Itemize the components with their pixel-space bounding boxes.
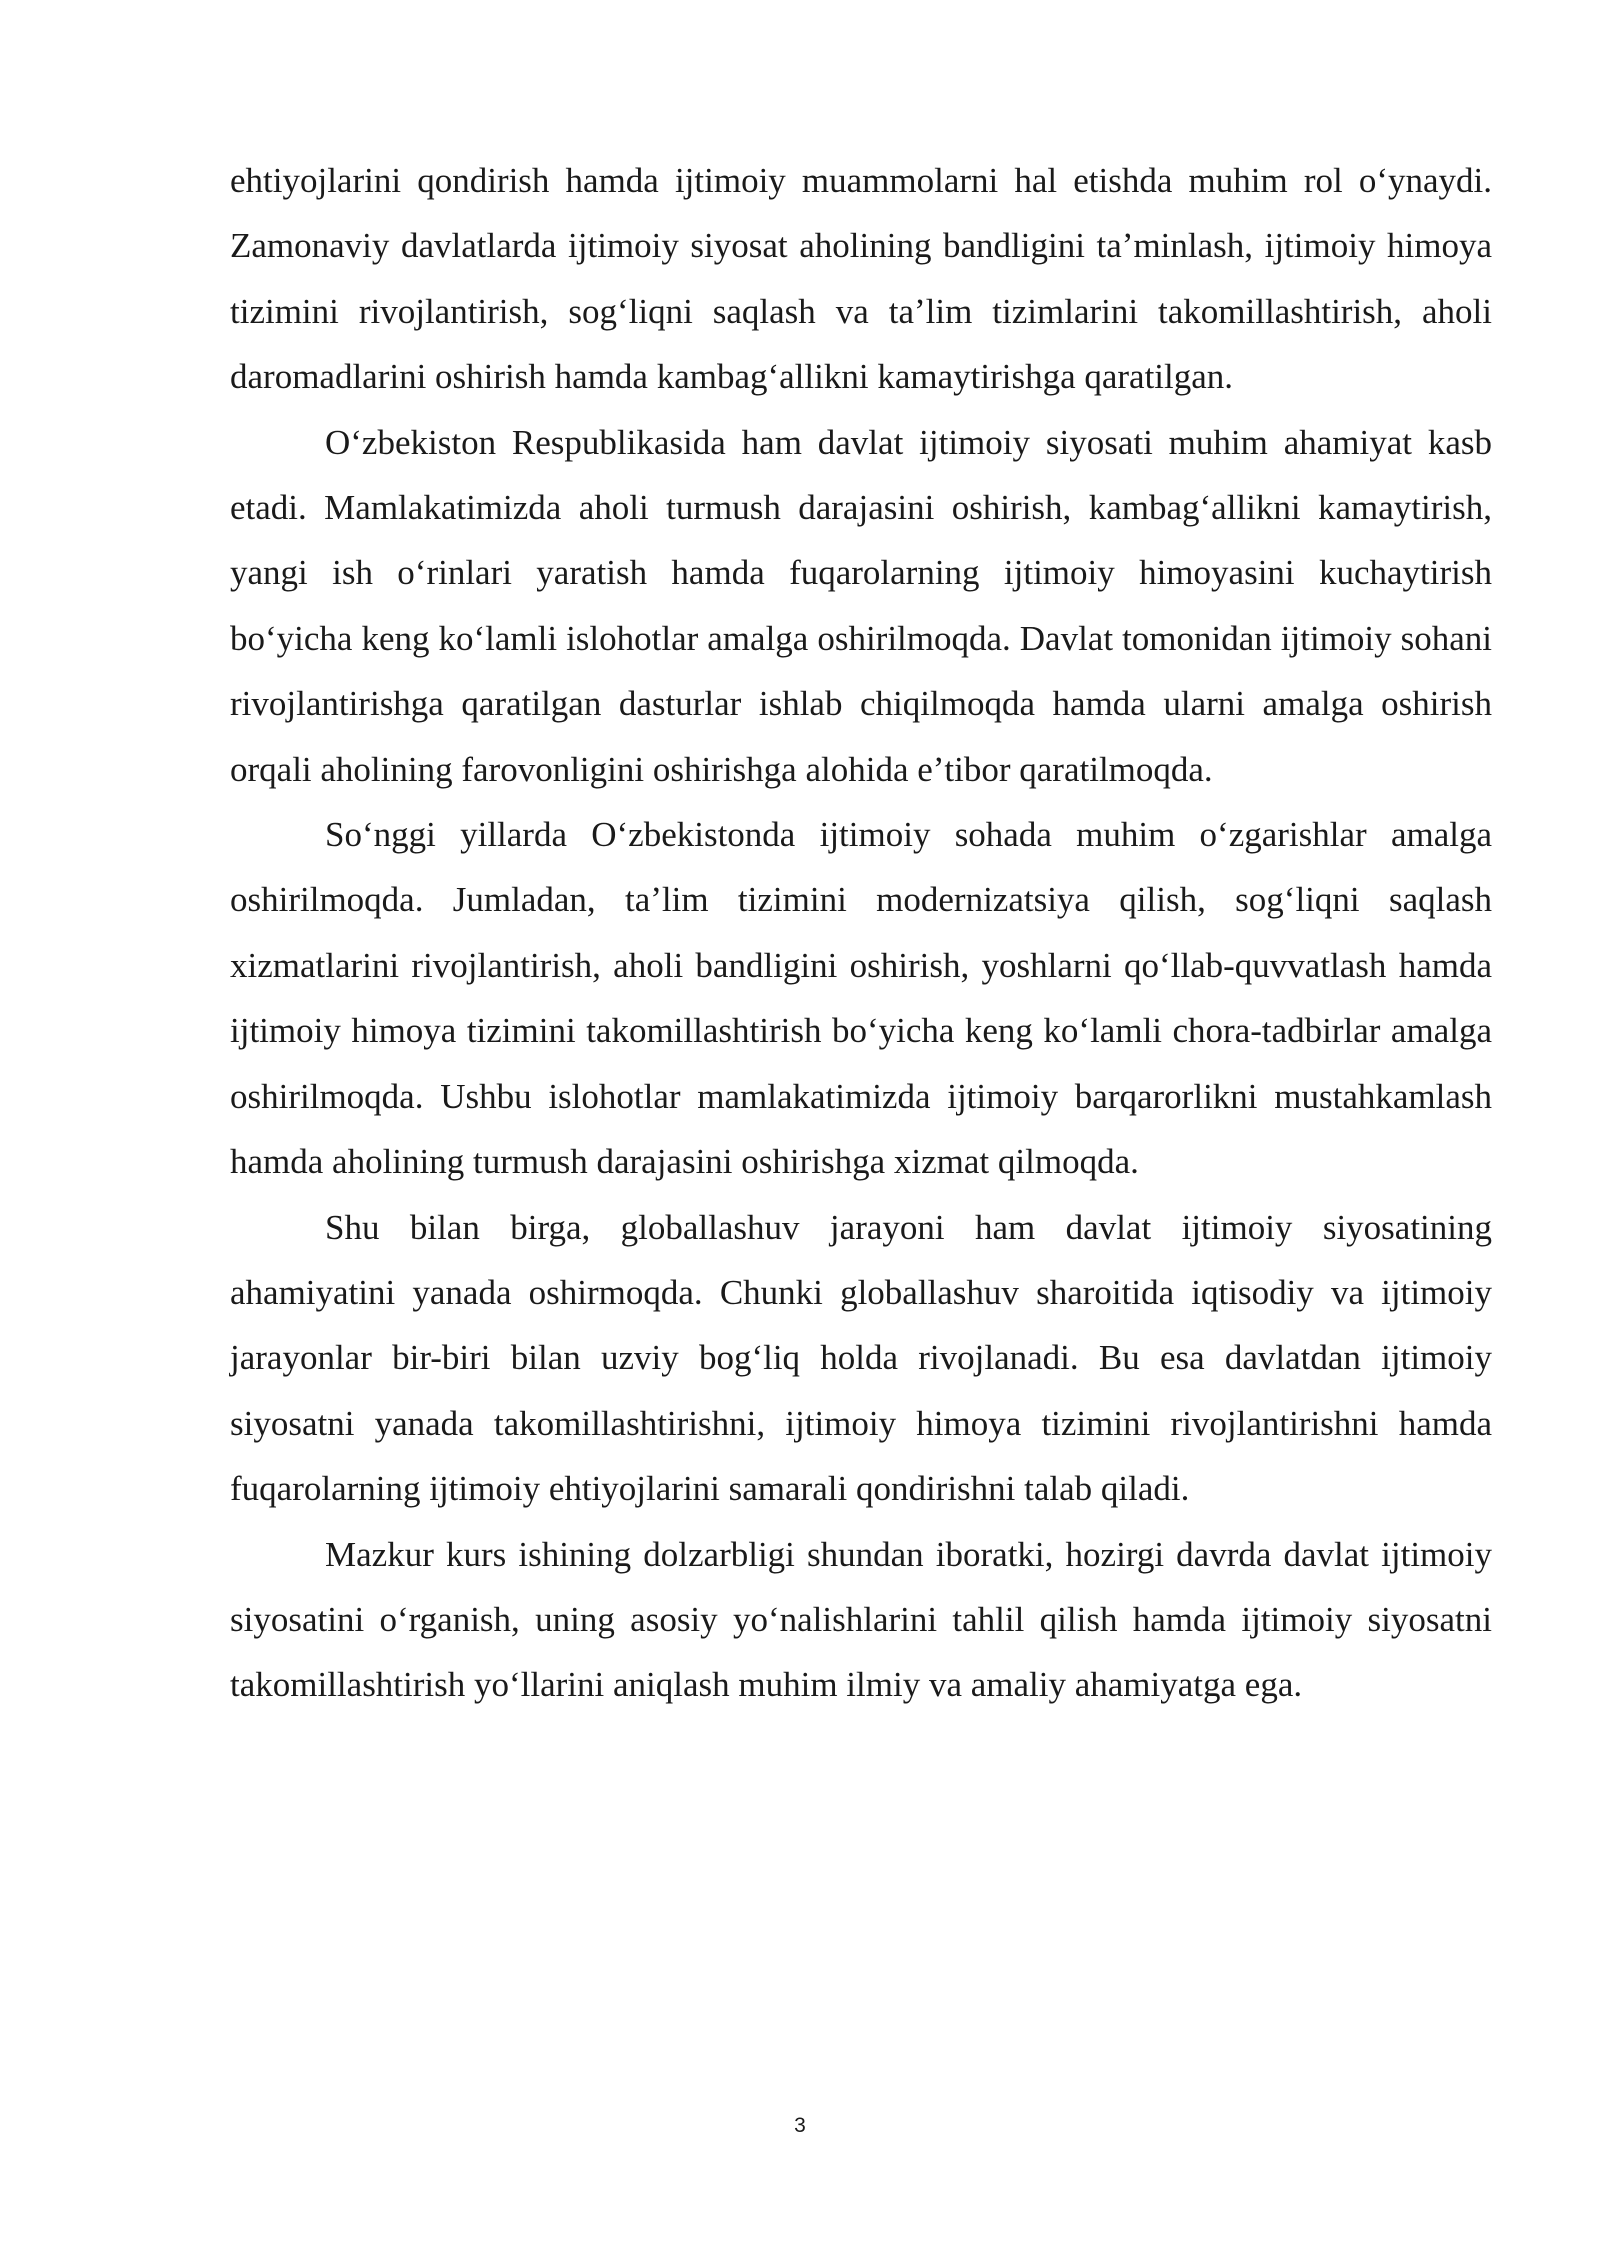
page-number: 3 — [794, 2114, 806, 2137]
paragraph-5: Mazkur kurs ishining dolzarbligi shundan iboratki, hozirgi davrda davlat ijtimoiy siyosatini oʻrganish, uning asosiy yoʻnalishlarini tahlil qilish hamda ijtimoiy siyosatni takomillashtirish yoʻllarini aniqlash muhim ilmiy va amaliy ahamiyatga ega. — [230, 1534, 1492, 1705]
paragraph-1: ehtiyojlarini qondirish hamda ijtimoiy muammolarni hal etishda muhim rol oʻynaydi. Zamonaviy davlatlarda ijtimoiy siyosat aholining bandligini taʼminlash, ijtimoiy himoya tizimini rivojlantirish, sogʻliqni saqlash va taʼlim tizimlarini takomillashtirish, aholi daromadlarini oshirish hamda kambagʻallikni kamaytirishga qaratilgan. — [230, 161, 1492, 397]
paragraph-3: Soʻnggi yillarda Oʻzbekistonda ijtimoiy sohada muhim oʻzgarishlar amalga oshirilmoqda. Jumladan, taʼlim tizimini modernizatsiya qilish, sogʻliqni saqlash xizmatlarini rivojlantirish, aholi bandligini oshirish, yoshlarni qoʻllab-quvvatlash hamda ijtimoiy himoya tizimini takomillashtirish boʻyicha keng koʻlamli chora-tadbirlar amalga oshirilmoqda. Ushbu islohotlar mamlakatimizda ijtimoiy barqarorlikni mustahkamlash hamda aholining turmush darajasini oshirishga xizmat qilmoqda. — [230, 815, 1492, 1182]
paragraph-2: Oʻzbekiston Respublikasida ham davlat ijtimoiy siyosati muhim ahamiyat kasb etadi. Mamlakatimizda aholi turmush darajasini oshirish, kambagʻallikni kamaytirish, yangi ish oʻrinlari yaratish hamda fuqarolarning ijtimoiy himoyasini kuchaytirish boʻyicha keng koʻlamli islohotlar amalga oshirilmoqda. Davlat tomonidan ijtimoiy sohani rivojlantirishga qaratilgan dasturlar ishlab chiqilmoqda hamda ularni amalga oshirish orqali aholining farovonligini oshirishga alohida eʼtibor qaratilmoqda. — [230, 422, 1492, 789]
body-text — [230, 148, 1492, 1718]
paragraph-4: Shu bilan birga, globallashuv jarayoni ham davlat ijtimoiy siyosatining ahamiyatini yanada oshirmoqda. Chunki globallashuv sharoitida iqtisodiy va ijtimoiy jarayonlar bir-biri bilan uzviy bogʻliq holda rivojlanadi. Bu esa davlatdan ijtimoiy siyosatni yanada takomillashtirishni, ijtimoiy himoya tizimini rivojlantirishni hamda fuqarolarning ijtimoiy ehtiyojlarini samarali qondirishni talab qiladi. — [230, 1207, 1492, 1509]
